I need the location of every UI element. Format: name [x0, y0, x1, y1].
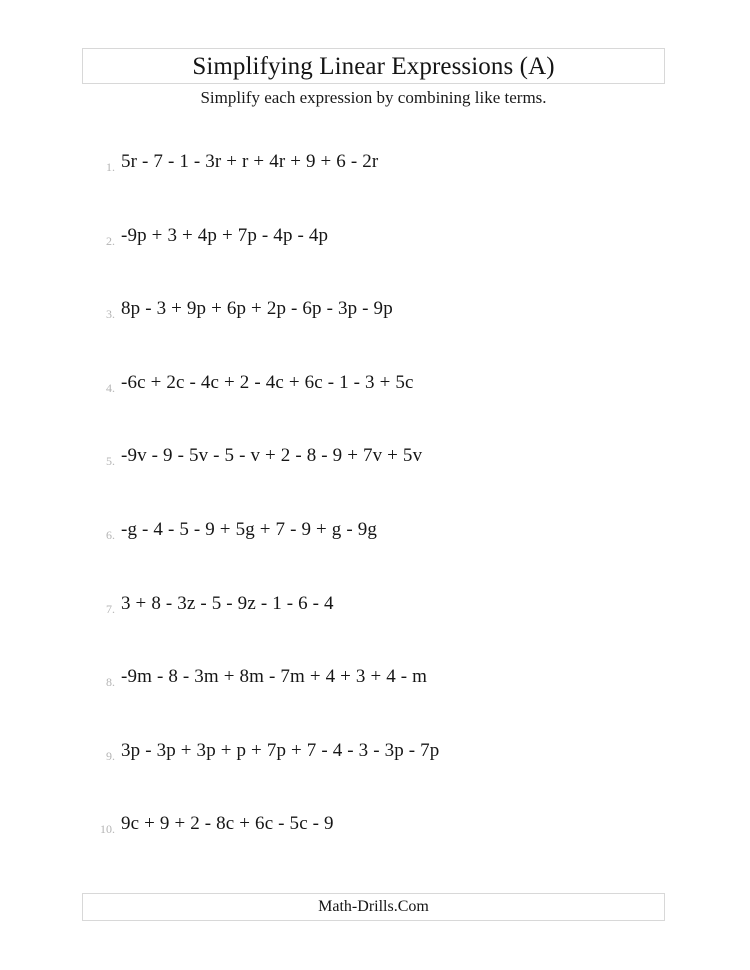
- footer-box: [82, 893, 665, 921]
- title-box: [82, 48, 665, 84]
- problem-row: [82, 741, 682, 815]
- problem-expression: 3 + 8 - 3z - 5 - 9z - 1 - 6 - 4: [121, 592, 334, 614]
- problem-row: [82, 299, 682, 373]
- problem-expression: 9c + 9 + 2 - 8c + 6c - 5c - 9: [121, 813, 334, 835]
- problem-expression: 8p - 3 + 9p + 6p + 2p - 6p - 3p - 9p: [121, 298, 393, 320]
- problem-list: [82, 152, 682, 888]
- problem-expression: -9p + 3 + 4p + 7p - 4p - 4p: [121, 224, 329, 246]
- page-title: Simplifying Linear Expressions (A): [192, 52, 555, 80]
- problem-row: [82, 152, 682, 226]
- problem-number: 5.: [106, 454, 115, 469]
- problem-number: 7.: [106, 601, 115, 616]
- problem-number: 4.: [106, 380, 115, 395]
- problem-expression: 3p - 3p + 3p + p + 7p + 7 - 4 - 3 - 3p - 7p: [121, 739, 440, 761]
- problem-number: 3.: [106, 307, 115, 322]
- problem-row: [82, 226, 682, 300]
- problem-number: 6.: [106, 527, 115, 542]
- problem-expression: -9m - 8 - 3m + 8m - 7m + 4 + 3 + 4 - m: [121, 666, 428, 688]
- problem-number: 2.: [106, 233, 115, 248]
- problem-row: [82, 667, 682, 741]
- problem-number: 10.: [100, 822, 115, 837]
- instructions-text: Simplify each expression by combining like terms.: [200, 88, 547, 107]
- problem-number: 8.: [106, 675, 115, 690]
- problem-row: [82, 520, 682, 594]
- problem-expression: -6c + 2c - 4c + 2 - 4c + 6c - 1 - 3 + 5c: [121, 371, 414, 393]
- problem-expression: 5r - 7 - 1 - 3r + r + 4r + 9 + 6 - 2r: [121, 151, 379, 172]
- problem-expression: -g - 4 - 5 - 9 + 5g + 7 - 9 + g - 9g: [121, 518, 378, 540]
- problem-row: [82, 373, 682, 447]
- problem-number: 9.: [106, 748, 115, 763]
- problem-number: 1.: [106, 160, 115, 174]
- footer-branding: Math-Drills.Com: [318, 898, 429, 915]
- problem-expression: -9v - 9 - 5v - 5 - v + 2 - 8 - 9 + 7v + 5v: [121, 445, 423, 467]
- problem-row: [82, 594, 682, 668]
- problem-row: [82, 446, 682, 520]
- problem-row: [82, 814, 682, 888]
